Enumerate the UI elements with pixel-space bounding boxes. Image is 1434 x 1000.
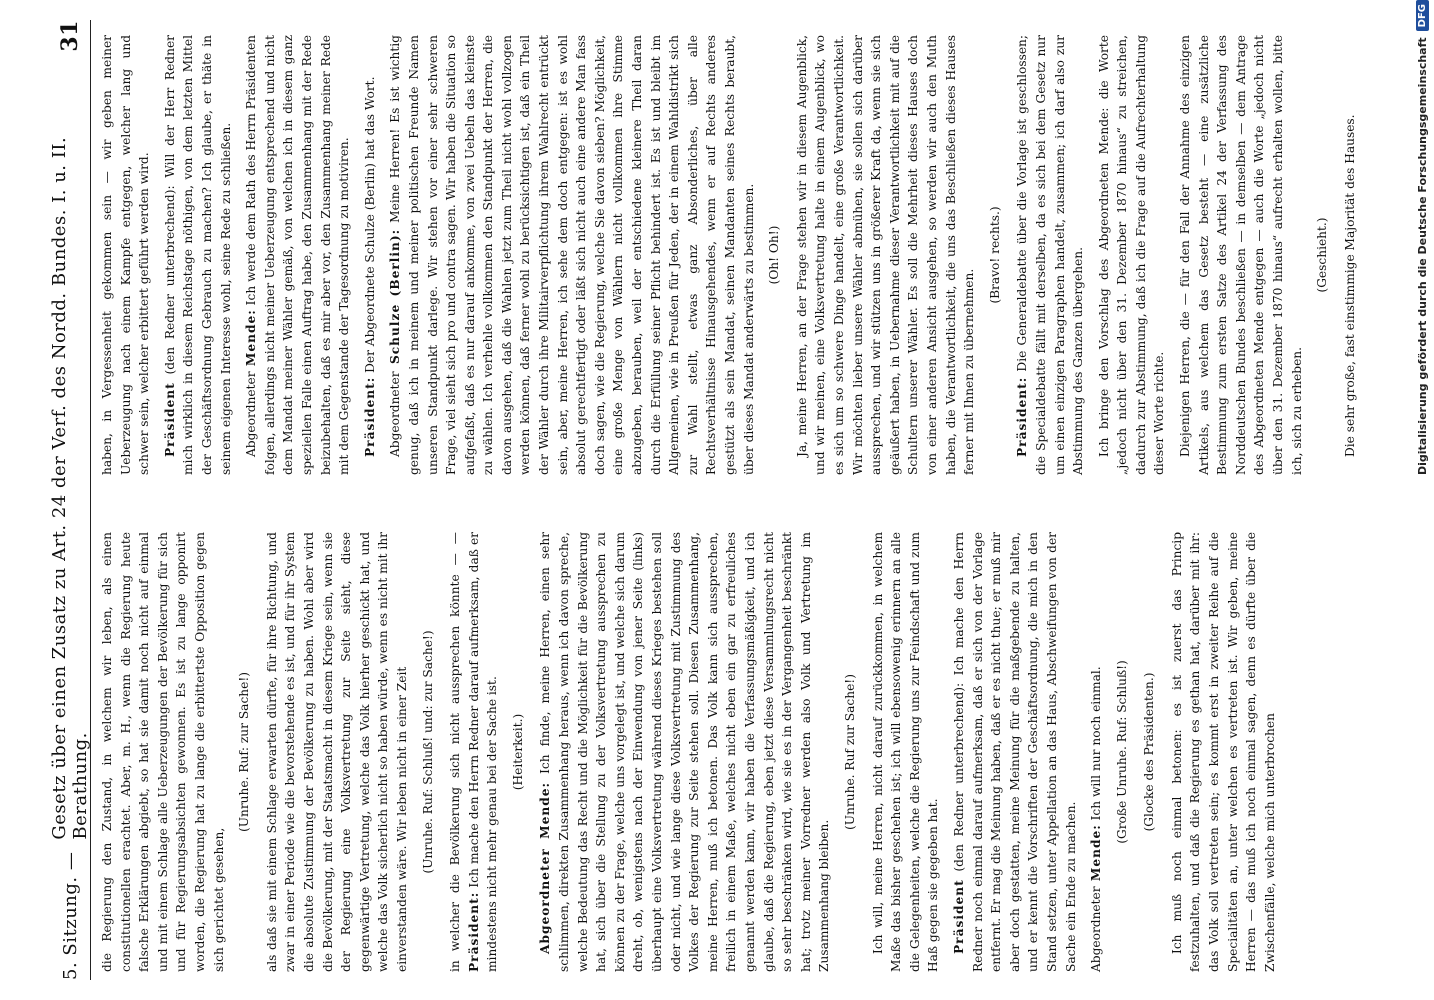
speaker-name: Präsident: [162, 382, 177, 457]
speaker-name: Präsident: [951, 879, 966, 954]
paragraph-text: Der Abgeordnete Schulze (Berlin) hat das Wort.: [362, 76, 377, 377]
paragraph: [950, 532, 1080, 972]
paragraph-text: Abgeordneter: [388, 371, 403, 457]
speaker-name: Mende:: [1089, 824, 1104, 887]
paragraph-text: als daß sie mit einem Schlage erwarten dürfte, für ihre Richtung, und zwar in einer Periode wie die bevorstehende es ist, und für ihr System die absolute Zustimmung der Bevölkerung zu haben. Wohl aber wird die Bevölkerung, mit der Staatsmacht in diesem Kriege sein, wenn sie der Regierung eine Volksvertretung zur Seite sieht, diese gegenwärtige Vertretung, welche das Volk hierher geschickt hat, und welche das Volk sicherlich nicht so haben würde, wenn es nicht mit ihr einverstanden wäre. Wir leben nicht in einer Zeit: [264, 532, 409, 972]
paragraph-text: die Regierung den Zustand, in welchem wir leben, als einen constitutionellen erachtet. Aber, m. H., wenn die Regierung heute falsche Erklärungen abgiebt, so hat sie damit noch nicht auf einmal und mit einem Schlage alle Ueberzeugungen der Bevölkerung für sich und für Regierungsabsichten gewonnen. Es ist zu lange opponirt worden, die Regierung hat zu lange die erbittertste Opposition gegen sich gerichtet gesehen,: [100, 532, 226, 972]
page-header: [50, 20, 91, 980]
speaker-name: Präsident:: [362, 376, 377, 457]
interjection: (Glocke des Präsidenten.): [1142, 672, 1157, 832]
paragraph-text: Ich mache den Herrn Redner darauf aufmerksam, daß er mindestens nicht mehr genau bei der Sache ist.: [466, 532, 500, 972]
paragraph: [98, 532, 228, 972]
paragraph-text: Abgeordneter: [244, 371, 259, 457]
paragraph: [242, 35, 354, 475]
page-title: Gesetz über einen Zusatz zu Art. 24 der Verf. des Nordd. Bundes. I. u. II. Berathung.: [49, 136, 91, 840]
paragraph-text: Ich bringe den Vorschlag des Abgeordneten Mende: die Worte „jedoch nicht über den 31. Dezember 1870 hinaus“ zu streichen, dadurch zur Abstimmung, daß ich die Frage auf die Aufrechterhaltung dieser Worte richte.: [1096, 35, 1167, 475]
paragraph: [1095, 35, 1169, 475]
paragraph: [793, 35, 979, 475]
left-column: [98, 532, 1298, 972]
paragraph: [98, 35, 154, 475]
paragraph: [161, 35, 235, 475]
paragraph-text: Meine Herren! Es ist wichtig genug, daß ich in meinem und meiner politischen Freunde Namen unseren Standpunkt darlege. Wir stehen vor einer sehr schweren Frage, viel sieht sich pro und contra sagen. Wir haben die Situation so aufgefaßt, daß es nur darauf ankomme, von zwei Uebeln das kleinste zu wählen. Ich verhehle vollkommen den Standpunkt der Herren, die davon ausgehen, daß die Wahlen jetzt zum Theil nicht wohl vollzogen werden können, daß ferner wohl zu berücksichtigen ist, daß ein Theil der Wähler durch ihre Militairverpflichtung ihrem Wahlrecht entrückt sein, aber, meine Herren, ich sehe dem doch entgegen: ist es wohl absolut gerechtfertigt oder läßt sich nicht auch eine andere Man fass doch sagen, wie die Regierung, welche Sie davon sieben? Möglichkeit, eine große Menge von Wählern nicht vollkommen ihre Stimme abzugeben, berauben, weil der entschiedene kleinere Theil daran durch die Erfüllung seiner Pflicht behindert ist. Es ist und bleibt im Allgemeinen, wie in Preußen für Jeden, der in einem Wahldistrikt sich zur Wahl stellt, etwas ganz Absonderliches, über alle Rechtsverhältnisse Hinausgehendes, wenn er auf Rechts anderes gestützt als sein Mandat, seinen Mandanten seines Rechts beraubt, über dieses Mandat anderwärts zu bestimmen.: [388, 35, 756, 475]
paragraph-text: (den Redner unterbrechend): Ich mache den Herrn Redner noch einmal darauf aufmerksam, daß er sich von der Vorlage entfernt. Er mag die Meinung haben, daß er es nicht thue; er muß mir aber doch gestatten, meine Meinung für die maßgebende zu halten, und er kennt die Vorschriften der Geschäftsordnung, die mich in den Stand setzen, unter Appellation an das Haus, Abschweifungen von der Sache ein Ende zu machen.: [951, 532, 1078, 972]
speaker-name: Präsident:: [466, 891, 481, 972]
paragraph-text: haben, in Vergessenheit gekommen sein — wir geben meiner Ueberzeugung nach einem Kampfe entgegen, welcher lang und schwer sein, welcher erbittert geführt werden wird.: [100, 35, 152, 475]
paragraph: [869, 532, 943, 972]
right-column: [98, 34, 1357, 475]
paragraph-text: (den Redner unterbrechend): Will der Herr Redner mich wirklich in diesem Reichstage nöthigen, von dem letzten Mittel der Geschäftsordnung Gebrauch zu machen? Ich glaube, er thäte in seinem eigenen Interesse wohl, seine Rede zu schließen.: [162, 35, 233, 475]
paragraph: [1087, 532, 1106, 972]
paragraph-text: Ich finde, meine Herren, einen sehr schlimmen, direkten Zusammenhang heraus, wenn ich davon spreche, welche Bedeutung das Recht und die Möglichkeit für die Bevölkerung hat, sich über die Stellung zu der Volksvertretung aussprechen zu können zu der Frage, welche uns vorgelegt ist, und welche sich darum dreht, ob, wenigstens nach der Einwendung von jener Seite (links) überhaupt eine Volksvertretung während dieses Krieges bestehen soll oder nicht, und wie lange diese Volksvertretung mit Zustimmung des Volkes der Regierung zur Seite stehen soll. Diesen Zusammenhang, meine Herren, muß ich betonen. Das Volk kann sich aussprechen, freilich in einem Maße, welches nicht eben ein gar zu erfreuliches genannt werden kann, wir haben die Verfassungsmäßigkeit, und ich glaube, daß die Regierung, eben jetzt diese Versammlungsrecht nicht so sehr beschränken wird, wie sie es in der Vergangenheit beschränkt hat; trotz meiner Vorredner werden also Volk und Vertretung im Zusammenhang bleiben.: [538, 532, 832, 972]
interjection: (Bravo! rechts.): [987, 206, 1002, 304]
speaker-name: Mende:: [244, 309, 259, 372]
speaker-name: Schulze (Berlin):: [388, 228, 403, 372]
footer-credit: [1410, 0, 1434, 620]
paragraph-text: Die Generaldebatte über die Vorlage ist geschlossen; die Specialdebatte fällt mit derselben, da es sich bei dem Gesetz nur um einen einzigen Paragraphen handelt, zusammen; ich darf also zur Abstimmung des Ganzen übergehen.: [1015, 35, 1086, 475]
speaker-name: Präsident:: [1015, 376, 1030, 457]
interjection: (Heiterkeit.): [510, 713, 525, 791]
paragraph: [263, 532, 412, 972]
dfg-logo: DFG: [1416, 0, 1429, 31]
interjection: (Große Unruhe. Ruf: Schluß!): [1114, 660, 1129, 844]
paragraph: [536, 532, 834, 972]
interjection: (Geschieht.): [1315, 217, 1330, 293]
paragraph-text: Ich will, meine Herren, nicht darauf zurückkommen, in welchem Maße das bisher geschehen ist; ich will ebensowenig erinnern an alle die Gelegenheiten, welche die Regierung uns zur Feindschaft und zum Haß gegen sie gegeben hat.: [870, 532, 941, 972]
paragraph-text: Abgeordneter: [1089, 886, 1104, 972]
paragraph: [1341, 35, 1360, 475]
interjection: (Unruhe. Ruf zur Sache!): [842, 674, 857, 830]
paragraph-text: in welcher die Bevölkerung sich nicht aussprechen könnte — —: [448, 532, 463, 972]
interjection: (Unruhe. Ruf: Schluß! und: zur Sache!): [420, 630, 435, 874]
paragraph-text: Ich muß noch einmal betonen: es ist zuerst das Princip festzuhalten, und daß die Regierung es gethan hat, darüber mit ihr: das Volk soll vertreten sein; es kommt erst in zweiter Reihe auf die Specialitäten an, unter welchen es vertreten ist. Wir geben, meine Herren — das muß ich noch einmal sagen, denn es dürfte über die Zwischenfälle, welche mich unterbrochen: [1169, 532, 1277, 972]
paragraph: [1013, 35, 1087, 475]
paragraph-text: Ja, meine Herren, an der Frage stehen wir in diesem Augenblick, und wir meinen, eine Volksvertretung halte in einem Augenblick, wo es sich um so schwere Dinge handelt, eine große Verantwortlichkeit. Wir möchten lieber unsere Wähler abmühen, sie sollen sich darüber aussprechen, und wir stützen uns in größerer Kraft da, wenn sie sich geäußert haben, in Uebernahme dieser Verantwortlichkeit mit auf die Schultern unserer Wähler. Es soll die Mehrheit dieses Hauses doch von einer anderen Ansicht ausgehen, so werden wir auch den Muth haben, die Verantwortlichkeit, die uns das Beschließen dieses Hauses ferner mit Ihnen zu übernehmen.: [794, 35, 977, 475]
speaker-name: Abgeordneter Mende:: [538, 781, 553, 954]
paragraph-text: Diejenigen Herren, die — für den Fall der Annahme des einzigen Artikels, aus welchem das Gesetz besteht — eine zusätzliche Bestimmung zum ersten Satze des Artikel 24 der Verfassung des Norddeutschen Bundes beschließen — in demselben — dem Antrage des Abgeordneten Mende entgegen — auch die Worte „jedoch nicht über den 31. Dezember 1870 hinaus“ aufrecht erhalten wollen, bitte ich, sich zu erheben.: [1178, 35, 1304, 475]
paragraph: [361, 35, 380, 475]
interjection: (Unruhe. Ruf: zur Sache!): [237, 672, 252, 833]
paragraph: [1176, 35, 1306, 475]
paragraph: [1168, 532, 1280, 972]
session-label: 5. Sitzung. —: [59, 851, 81, 980]
paragraph-text: Die sehr große, fast einstimmige Majorität des Hauses.: [1342, 114, 1357, 457]
funding-credit: Digitalisierung gefördert durch die Deutsche Forschungsgemeinschaft: [1415, 37, 1429, 476]
paragraph-text: Ich will nur noch einmal.: [1089, 666, 1104, 825]
interjection: (Oh! Oh!): [767, 225, 782, 285]
page-number: 31: [57, 20, 83, 52]
paragraph: [386, 35, 758, 475]
paragraph-text: Ich werde dem Rath des Herrn Präsidenten folgen, allerdings nicht meiner Ueberzeugung entsprechend und nicht dem Mandat meiner Wähler gemäß, von welchen ich in diesem ganz speziellen Falle einen Auftrag habe, den Zusammenhang mit der Rede beizubehalten, daß es mir aber vor, den Zusammenhang meiner Rede mit dem Gegenstande der Tagesordnung zu motiviren.: [244, 34, 352, 475]
paragraph: [446, 532, 502, 972]
